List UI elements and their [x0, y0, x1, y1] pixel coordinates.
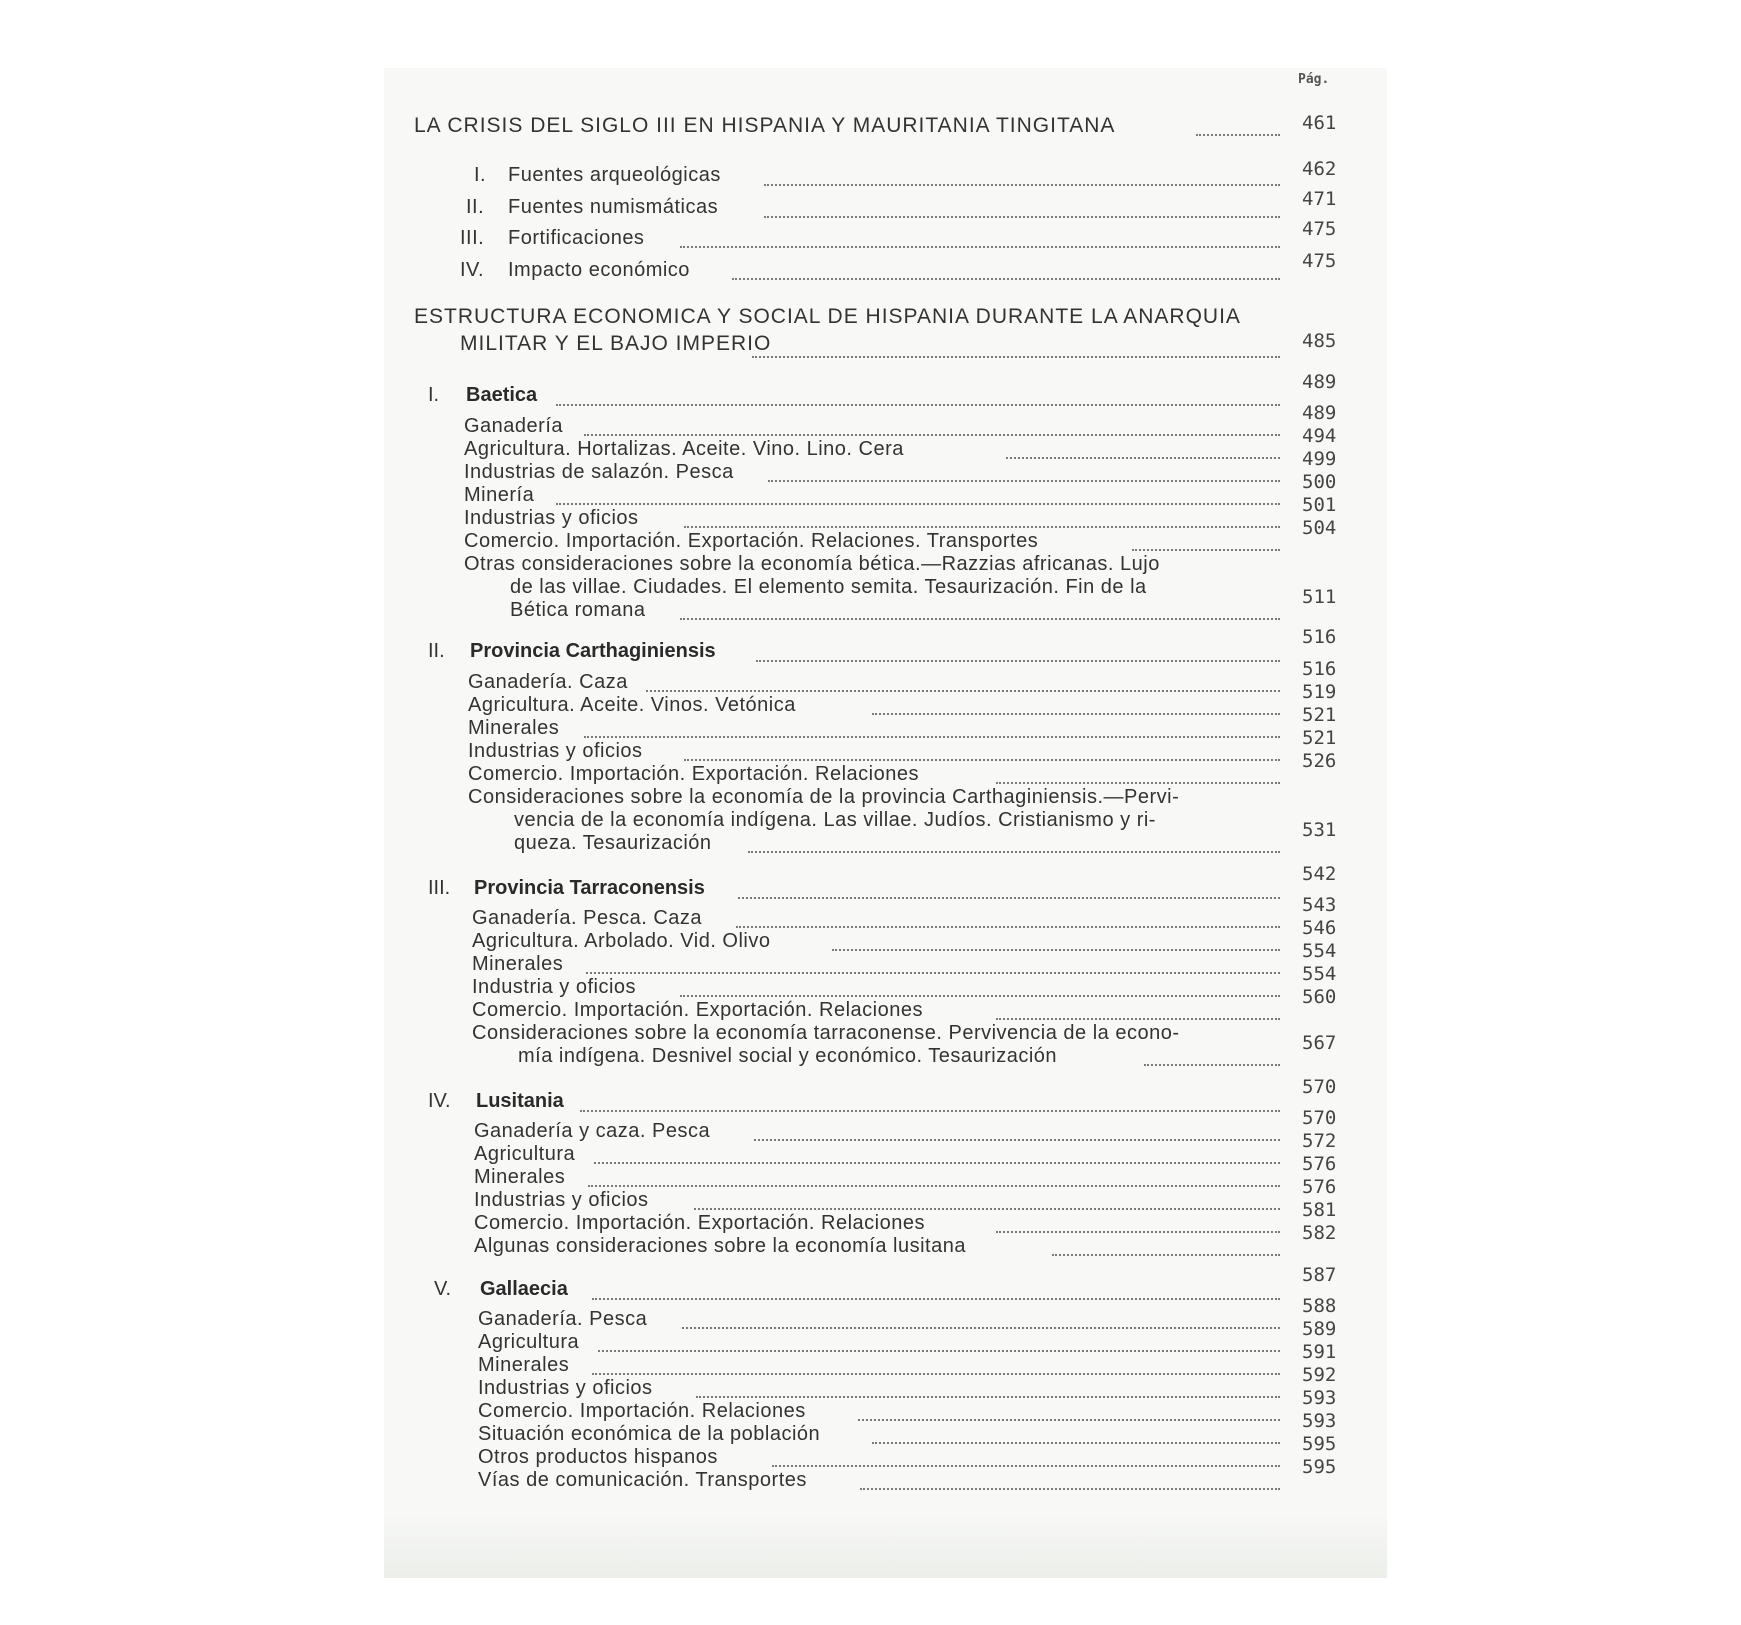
toc-entry: Industrias y oficios — [468, 740, 643, 762]
page-number: 593 — [1302, 1387, 1337, 1409]
page-number: 485 — [1302, 330, 1337, 352]
dot-leader — [556, 503, 1280, 505]
toc-entry: Ganadería. Pesca — [478, 1308, 648, 1330]
toc-num: IV. — [460, 259, 485, 281]
page-number: 500 — [1302, 471, 1337, 493]
chapter-title-baetica: Baetica — [466, 384, 538, 406]
page-number: 516 — [1302, 626, 1337, 648]
dot-leader — [1006, 457, 1280, 459]
toc-multiline-entry — [472, 1022, 1252, 1068]
page-number: 591 — [1302, 1341, 1337, 1363]
section-title-crisis: LA CRISIS DEL SIGLO III EN HISPANIA Y MAURITANIA TINGITANA — [414, 114, 1116, 137]
toc-entry: Ganadería. Caza — [468, 671, 628, 693]
toc-entry-line: queza. Tesaurización — [514, 832, 712, 854]
page-number: 516 — [1302, 658, 1337, 680]
page-number: 588 — [1302, 1295, 1337, 1317]
page-number: 576 — [1302, 1153, 1337, 1175]
page-number: 572 — [1302, 1130, 1337, 1152]
document-page — [384, 68, 1387, 1578]
page-number: 592 — [1302, 1364, 1337, 1386]
toc-entry-line: Bética romana — [510, 599, 646, 621]
page-number: 489 — [1302, 371, 1337, 393]
dot-leader — [764, 216, 1280, 218]
page-number: 475 — [1302, 250, 1337, 272]
dot-leader — [996, 782, 1280, 784]
dot-leader — [736, 926, 1280, 928]
page-number: 587 — [1302, 1264, 1337, 1286]
page-number: 546 — [1302, 917, 1337, 939]
dot-leader — [748, 851, 1280, 853]
dot-leader — [858, 1419, 1280, 1421]
section-title-line: MILITAR Y EL BAJO IMPERIO — [460, 332, 772, 355]
dot-leader — [556, 404, 1280, 406]
chapter-title-carthaginiensis: Provincia Carthaginiensis — [470, 640, 716, 662]
toc-entry: Otros productos hispanos — [478, 1446, 718, 1468]
page-number: 494 — [1302, 425, 1337, 447]
toc-num: III. — [460, 227, 485, 249]
dot-leader — [872, 713, 1280, 715]
dot-leader — [754, 1139, 1280, 1141]
page-number: 521 — [1302, 704, 1337, 726]
toc-entry: Impacto económico — [508, 259, 690, 281]
toc-entry: Comercio. Importación. Exportación. Relaciones — [474, 1212, 925, 1234]
toc-entry: Vías de comunicación. Transportes — [478, 1469, 807, 1491]
toc-entry-line: Consideraciones sobre la economía de la provincia Carthaginiensis.—Pervi- — [468, 786, 1180, 808]
chapter-num: II. — [428, 640, 445, 662]
toc-entry: Comercio. Importación. Exportación. Relaciones. Transportes — [464, 530, 1039, 552]
toc-entry: Minerales — [478, 1354, 570, 1376]
toc-entry: Minería — [464, 484, 535, 506]
dot-leader — [1196, 134, 1280, 136]
dot-leader — [580, 1110, 1280, 1112]
page-number: 461 — [1302, 112, 1337, 134]
dot-leader — [684, 759, 1280, 761]
chapter-title-tarraconensis: Provincia Tarraconensis — [474, 877, 705, 899]
dot-leader — [860, 1488, 1280, 1490]
toc-entry: Agricultura. Aceite. Vinos. Vetónica — [468, 694, 796, 716]
toc-entry-line: vencia de la economía indígena. Las villae. Judíos. Cristianismo y ri- — [514, 809, 1156, 831]
page-number: 511 — [1302, 586, 1337, 608]
page-column-header: Pág. — [1298, 72, 1330, 87]
dot-leader — [586, 972, 1280, 974]
toc-entry: Industrias de salazón. Pesca — [464, 461, 734, 483]
toc-entry: Industria y oficios — [472, 976, 637, 998]
page-number: 526 — [1302, 750, 1337, 772]
page-number: 504 — [1302, 517, 1337, 539]
page-number: 542 — [1302, 863, 1337, 885]
chapter-num: I. — [428, 384, 440, 406]
page-number: 570 — [1302, 1107, 1337, 1129]
dot-leader — [584, 736, 1280, 738]
toc-entry: Ganadería y caza. Pesca — [474, 1120, 711, 1142]
dot-leader — [588, 1185, 1280, 1187]
dot-leader — [680, 995, 1280, 997]
dot-leader — [696, 1396, 1280, 1398]
page-number: 576 — [1302, 1176, 1337, 1198]
section-title-line: ESTRUCTURA ECONOMICA Y SOCIAL DE HISPANIA DURANTE LA ANARQUIA — [414, 305, 1241, 328]
toc-entry: Fortificaciones — [508, 227, 645, 249]
dot-leader — [756, 660, 1280, 662]
page-number: 593 — [1302, 1410, 1337, 1432]
toc-entry: Comercio. Importación. Exportación. Relaciones — [472, 999, 923, 1021]
dot-leader — [594, 1162, 1280, 1164]
toc-entry-line: Otras consideraciones sobre la economía bética.—Razzias africanas. Lujo — [464, 553, 1160, 575]
toc-num: I. — [474, 164, 487, 186]
dot-leader — [996, 1018, 1280, 1020]
toc-entry: Agricultura. Hortalizas. Aceite. Vino. Lino. Cera — [464, 438, 904, 460]
toc-entry: Comercio. Importación. Relaciones — [478, 1400, 806, 1422]
page-number: 475 — [1302, 218, 1337, 240]
dot-leader — [732, 278, 1280, 280]
chapter-num: III. — [428, 877, 451, 899]
page-bottom-shadow — [384, 1513, 1387, 1578]
page-number: 589 — [1302, 1318, 1337, 1340]
toc-entry: Fuentes arqueológicas — [508, 164, 721, 186]
dot-leader — [1132, 549, 1280, 551]
page-number: 595 — [1302, 1433, 1337, 1455]
toc-entry: Agricultura — [478, 1331, 580, 1353]
dot-leader — [584, 434, 1280, 436]
dot-leader — [832, 949, 1280, 951]
dot-leader — [592, 1373, 1280, 1375]
toc-entry: Algunas consideraciones sobre la economía lusitana — [474, 1235, 966, 1257]
dot-leader — [682, 1327, 1280, 1329]
page-number: 489 — [1302, 402, 1337, 424]
page-number: 595 — [1302, 1456, 1337, 1478]
toc-entry-line: Consideraciones sobre la economía tarraconense. Pervivencia de la econo- — [472, 1022, 1180, 1044]
toc-entry: Agricultura. Arbolado. Vid. Olivo — [472, 930, 771, 952]
dot-leader — [592, 1298, 1280, 1300]
toc-multiline-entry — [464, 553, 1244, 622]
toc-entry: Minerales — [474, 1166, 566, 1188]
page-number: 582 — [1302, 1222, 1337, 1244]
toc-entry: Comercio. Importación. Exportación. Relaciones — [468, 763, 919, 785]
toc-entry: Minerales — [468, 717, 560, 739]
chapter-num: V. — [434, 1278, 452, 1300]
page-number: 499 — [1302, 448, 1337, 470]
page-number: 581 — [1302, 1199, 1337, 1221]
dot-leader — [694, 1208, 1280, 1210]
toc-entry-line: de las villae. Ciudades. El elemento semita. Tesaurización. Fin de la — [510, 576, 1147, 598]
page-number: 519 — [1302, 681, 1337, 703]
dot-leader — [738, 897, 1280, 899]
dot-leader — [772, 1465, 1280, 1467]
toc-entry: Minerales — [472, 953, 564, 975]
toc-entry: Industrias y oficios — [478, 1377, 653, 1399]
toc-num: II. — [466, 196, 485, 218]
toc-entry-line: mía indígena. Desnivel social y económico. Tesaurización — [518, 1045, 1058, 1067]
toc-entry: Situación económica de la población — [478, 1423, 821, 1445]
page-number: 462 — [1302, 158, 1337, 180]
toc-entry: Ganadería — [464, 415, 564, 437]
dot-leader — [872, 1442, 1280, 1444]
dot-leader — [764, 184, 1280, 186]
page-number: 554 — [1302, 940, 1337, 962]
dot-leader — [598, 1350, 1280, 1352]
page-number: 543 — [1302, 894, 1337, 916]
page-number: 570 — [1302, 1076, 1337, 1098]
toc-entry: Fuentes numismáticas — [508, 196, 719, 218]
toc-entry: Agricultura — [474, 1143, 576, 1165]
page-number: 560 — [1302, 986, 1337, 1008]
dot-leader — [752, 356, 1280, 358]
dot-leader — [1052, 1254, 1280, 1256]
page-number: 471 — [1302, 188, 1337, 210]
chapter-num: IV. — [428, 1090, 451, 1112]
page-number: 531 — [1302, 819, 1337, 841]
page-number: 521 — [1302, 727, 1337, 749]
chapter-title-gallaecia: Gallaecia — [480, 1278, 568, 1300]
dot-leader — [1144, 1064, 1280, 1066]
dot-leader — [684, 526, 1280, 528]
dot-leader — [680, 618, 1280, 620]
toc-entry: Industrias y oficios — [464, 507, 639, 529]
dot-leader — [768, 480, 1280, 482]
page-number: 501 — [1302, 494, 1337, 516]
dot-leader — [996, 1231, 1280, 1233]
toc-entry: Industrias y oficios — [474, 1189, 649, 1211]
toc-multiline-entry — [468, 786, 1248, 855]
page-number: 567 — [1302, 1032, 1337, 1054]
dot-leader — [680, 246, 1280, 248]
chapter-title-lusitania: Lusitania — [476, 1090, 564, 1112]
section-title-estructura — [414, 303, 1284, 357]
page-number: 554 — [1302, 963, 1337, 985]
dot-leader — [646, 690, 1280, 692]
toc-entry: Ganadería. Pesca. Caza — [472, 907, 703, 929]
